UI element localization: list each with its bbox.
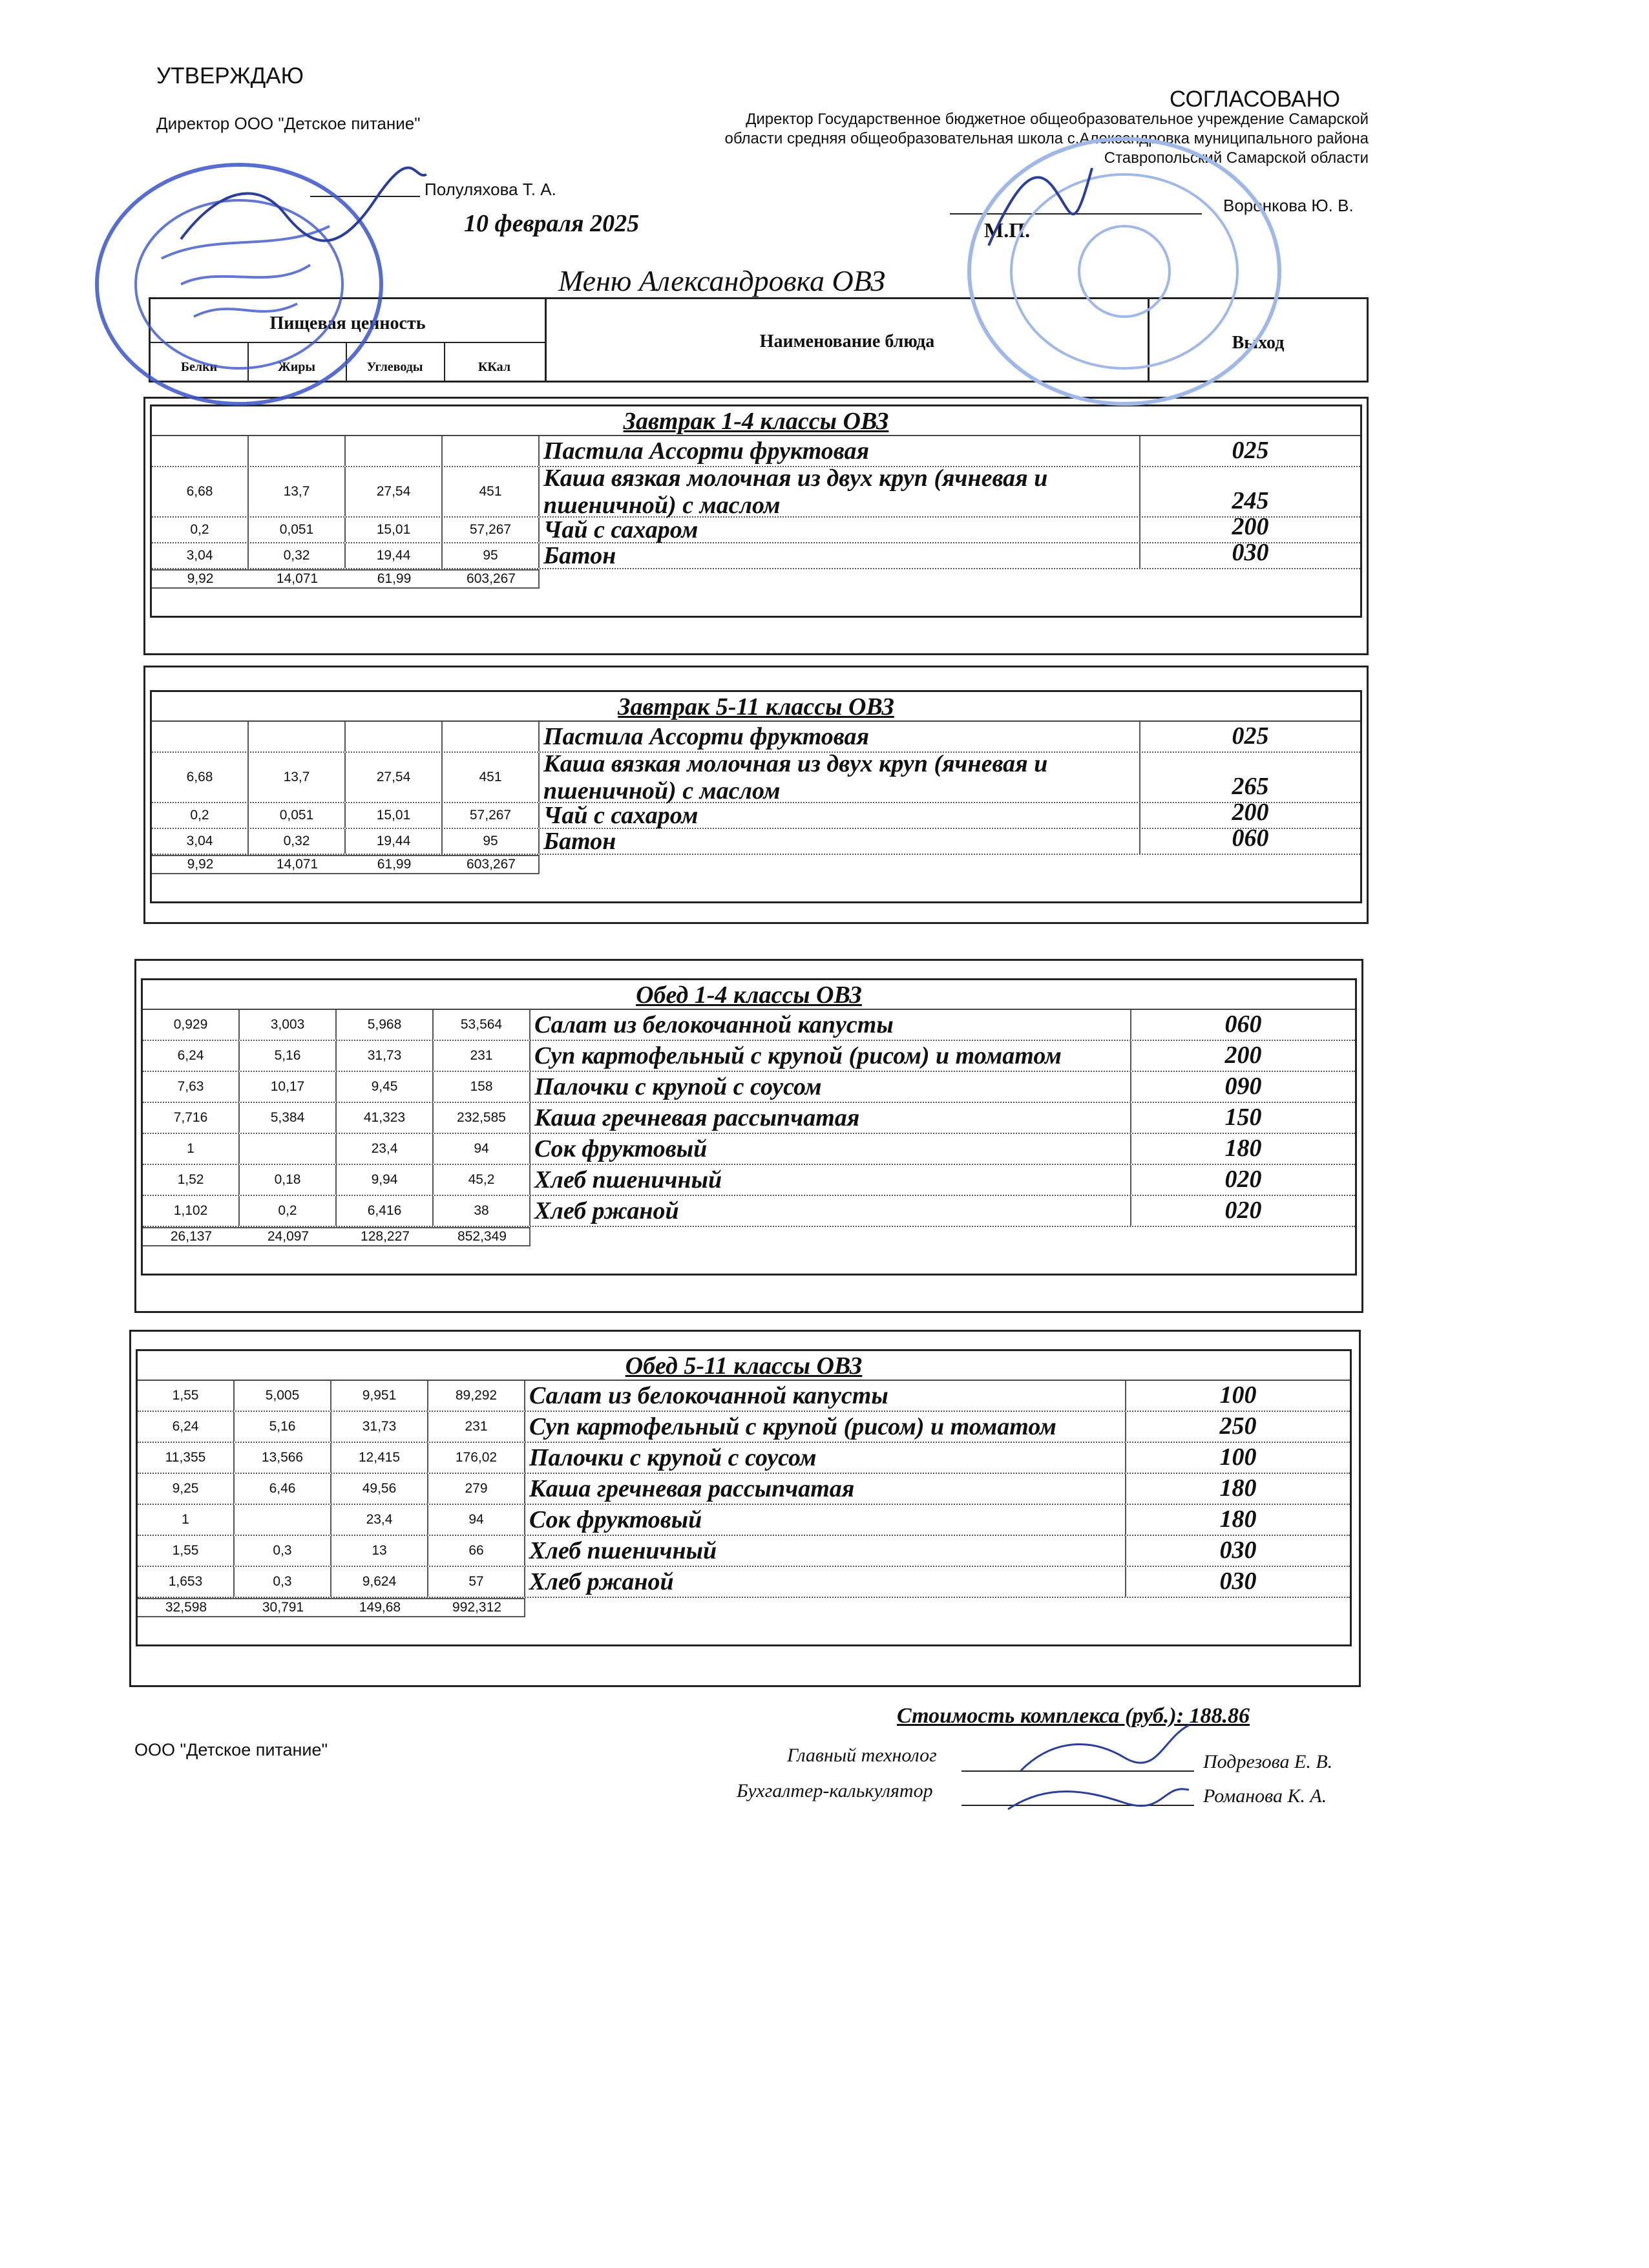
proteins-cell: 1	[138, 1505, 235, 1535]
dish-output: 200	[1224, 1042, 1262, 1069]
dish-output: 245	[1232, 487, 1269, 514]
fats-cell: 0,32	[249, 829, 346, 854]
agree-name: Воронкова Ю. В.	[1223, 196, 1354, 215]
proteins-cell: 7,716	[143, 1103, 240, 1133]
kcal-cell: 231	[434, 1041, 530, 1071]
total-kcal: 992,312	[452, 1600, 501, 1615]
dish-name: Салат из белокочанной капусты	[530, 1010, 1131, 1040]
fats-cell: 13,7	[249, 467, 346, 516]
proteins-cell: 6,68	[152, 753, 249, 802]
total-carbs: 61,99	[377, 857, 412, 872]
nutrition-header: Пищевая ценность	[151, 299, 545, 343]
section-title: Завтрак 1-4 классы ОВЗ	[152, 406, 1360, 436]
total-kcal: 603,267	[467, 571, 516, 586]
dish-output: 200	[1232, 799, 1269, 826]
fats-cell: 13,7	[249, 753, 346, 802]
menu-row	[143, 1072, 1355, 1103]
dish-output: 090	[1224, 1073, 1262, 1100]
menu-row	[143, 1165, 1355, 1196]
dish-output: 265	[1232, 773, 1269, 800]
dish-output: 200	[1232, 513, 1269, 540]
fats-cell	[240, 1134, 337, 1164]
totals-row	[152, 855, 540, 874]
proteins-cell: 1,55	[138, 1536, 235, 1566]
fats-cell: 5,005	[235, 1381, 331, 1411]
total-proteins: 9,92	[187, 571, 214, 586]
total-fats: 24,097	[267, 1229, 310, 1244]
proteins-cell: 0,929	[143, 1010, 240, 1040]
fats-cell: 13,566	[235, 1443, 331, 1473]
proteins-cell: 9,25	[138, 1474, 235, 1504]
kcal-cell: 158	[434, 1072, 530, 1102]
carbs-cell	[346, 722, 443, 751]
dish-output: 020	[1224, 1166, 1262, 1193]
dish-name: Хлеб ржаной	[530, 1196, 1131, 1226]
carbs-cell: 23,4	[331, 1505, 428, 1535]
proteins-cell: 6,24	[138, 1412, 235, 1442]
total-carbs: 149,68	[359, 1600, 401, 1615]
approve-role: Директор ООО "Детское питание"	[156, 114, 421, 133]
kcal-header: ККал	[478, 360, 511, 374]
stamp-place-label: М.П.	[984, 218, 1031, 242]
fats-cell	[249, 722, 346, 751]
kcal-cell: 94	[428, 1505, 525, 1535]
carbs-header: Углеводы	[346, 343, 445, 381]
dish-name: Каша гречневая рассыпчатая	[525, 1474, 1126, 1504]
kcal-cell: 176,02	[428, 1443, 525, 1473]
dish-name: Пастила Ассорти фруктовая	[540, 722, 1140, 751]
proteins-cell: 7,63	[143, 1072, 240, 1102]
kcal-cell: 45,2	[434, 1165, 530, 1195]
dish-name: Чай с сахаром	[540, 518, 1140, 542]
total-fats: 14,071	[276, 857, 319, 872]
fats-cell: 5,384	[240, 1103, 337, 1133]
kcal-cell: 95	[443, 829, 540, 854]
proteins-header: Белки	[151, 343, 249, 381]
dish-output: 180	[1219, 1475, 1257, 1502]
kcal-cell: 89,292	[428, 1381, 525, 1411]
menu-row	[143, 1134, 1355, 1165]
document-title: Меню Александровка ОВЗ	[558, 264, 885, 297]
agree-role-line-1: Директор Государственное бюджетное общеобразовательное учреждение Самарской	[746, 110, 1369, 128]
proteins-cell: 1,55	[138, 1381, 235, 1411]
kcal-cell: 66	[428, 1536, 525, 1566]
carbs-cell: 9,94	[337, 1165, 434, 1195]
document-date: 10 февраля 2025	[464, 210, 640, 237]
footer-organization: ООО "Детское питание"	[134, 1740, 328, 1759]
chief-technologist-name: Подрезова Е. В.	[1203, 1751, 1333, 1772]
dish-output: 150	[1224, 1104, 1262, 1131]
proteins-cell: 0,2	[152, 518, 249, 542]
carbs-cell	[346, 436, 443, 466]
dish-name: Чай с сахаром	[540, 803, 1140, 828]
dish-name: Сок фруктовый	[530, 1134, 1131, 1164]
menu-row	[143, 1010, 1355, 1041]
fats-header: Жиры	[247, 343, 347, 381]
accountant-name: Романова К. А.	[1203, 1785, 1327, 1807]
fats-cell: 10,17	[240, 1072, 337, 1102]
approve-title: УТВЕРЖДАЮ	[156, 63, 304, 89]
proteins-cell: 3,04	[152, 543, 249, 568]
menu-row	[143, 1041, 1355, 1072]
section-title: Обед 5-11 классы ОВЗ	[138, 1351, 1350, 1381]
carbs-cell: 5,968	[337, 1010, 434, 1040]
proteins-cell	[152, 722, 249, 751]
kcal-cell: 232,585	[434, 1103, 530, 1133]
proteins-cell: 6,68	[152, 467, 249, 516]
kcal-cell: 451	[443, 467, 540, 516]
menu-row	[138, 1381, 1350, 1412]
kcal-cell: 57,267	[443, 803, 540, 828]
carbs-cell: 31,73	[331, 1412, 428, 1442]
agree-signature	[976, 149, 1105, 258]
dish-name-header: Наименование блюда	[547, 299, 1150, 381]
kcal-cell: 279	[428, 1474, 525, 1504]
total-kcal: 852,349	[457, 1229, 507, 1244]
menu-row	[138, 1567, 1350, 1598]
proteins-cell: 3,04	[152, 829, 249, 854]
dish-output: 030	[1219, 1537, 1257, 1564]
dish-output: 250	[1219, 1412, 1257, 1440]
carbs-cell: 19,44	[346, 829, 443, 854]
menu-row	[143, 1103, 1355, 1134]
menu-row	[152, 722, 1360, 753]
carbs-cell: 12,415	[331, 1443, 428, 1473]
carbs-cell: 9,951	[331, 1381, 428, 1411]
totals-row	[152, 569, 540, 589]
menu-row	[152, 824, 1360, 855]
kcal-cell: 57	[428, 1567, 525, 1597]
proteins-cell: 11,355	[138, 1443, 235, 1473]
proteins-cell: 1,102	[143, 1196, 240, 1226]
fats-cell	[235, 1505, 331, 1535]
menu-row	[152, 799, 1360, 829]
output-header: Выход	[1232, 333, 1285, 353]
carbs-cell: 27,54	[346, 753, 443, 802]
agree-role-line-2: области средняя общеобразовательная школа с.Александровка муниципального района	[724, 130, 1369, 147]
carbs-cell: 23,4	[337, 1134, 434, 1164]
menu-row	[138, 1412, 1350, 1443]
kcal-cell	[443, 436, 540, 466]
dish-name: Каша вязкая молочная из двух круп (ячневая и пшеничной) с маслом	[540, 467, 1140, 516]
dish-output: 030	[1219, 1568, 1257, 1595]
total-kcal: 603,267	[467, 857, 516, 872]
menu-row	[152, 750, 1360, 804]
proteins-cell: 1	[143, 1134, 240, 1164]
menu-row	[152, 513, 1360, 543]
dish-name: Хлеб ржаной	[525, 1567, 1126, 1597]
fats-cell: 0,3	[235, 1536, 331, 1566]
kcal-cell: 231	[428, 1412, 525, 1442]
carbs-cell: 49,56	[331, 1474, 428, 1504]
total-proteins: 26,137	[170, 1229, 213, 1244]
section-table	[141, 978, 1357, 1276]
dish-output: 100	[1219, 1444, 1257, 1471]
totals-row	[143, 1227, 530, 1246]
dish-name: Палочки с крупой с соусом	[525, 1443, 1126, 1473]
fats-cell: 6,46	[235, 1474, 331, 1504]
total-carbs: 61,99	[377, 571, 412, 586]
dish-name: Сок фруктовый	[525, 1505, 1126, 1535]
dish-output: 060	[1224, 1011, 1262, 1038]
proteins-cell	[152, 436, 249, 466]
dish-name: Батон	[540, 543, 1140, 568]
fats-cell: 0,051	[249, 803, 346, 828]
section-table	[150, 404, 1362, 618]
total-carbs: 128,227	[361, 1229, 410, 1244]
dish-name: Хлеб пшеничный	[530, 1165, 1131, 1195]
carbs-cell: 41,323	[337, 1103, 434, 1133]
carbs-cell: 27,54	[346, 467, 443, 516]
kcal-cell: 57,267	[443, 518, 540, 542]
chief-technologist-role: Главный технолог	[787, 1745, 937, 1766]
complex-cost: Стоимость комплекса (руб.): 188.86	[897, 1704, 1250, 1728]
totals-row	[138, 1598, 525, 1617]
proteins-cell: 1,52	[143, 1165, 240, 1195]
dish-name: Пастила Ассорти фруктовая	[540, 436, 1140, 466]
carbs-cell: 9,624	[331, 1567, 428, 1597]
dish-name: Салат из белокочанной капусты	[525, 1381, 1126, 1411]
fats-cell: 0,18	[240, 1165, 337, 1195]
menu-row	[138, 1536, 1350, 1567]
total-fats: 14,071	[276, 571, 319, 586]
kcal-cell: 451	[443, 753, 540, 802]
dish-name: Каша вязкая молочная из двух круп (ячневая и пшеничной) с маслом	[540, 753, 1140, 802]
approve-name: Полуляхова Т. А.	[425, 180, 556, 199]
carbs-cell: 15,01	[346, 803, 443, 828]
fats-cell: 5,16	[235, 1412, 331, 1442]
kcal-cell: 38	[434, 1196, 530, 1226]
fats-cell: 5,16	[240, 1041, 337, 1071]
kcal-cell	[443, 722, 540, 751]
dish-output: 060	[1232, 824, 1269, 852]
kcal-cell: 53,564	[434, 1010, 530, 1040]
dish-output: 100	[1219, 1381, 1257, 1409]
carbs-cell: 9,45	[337, 1072, 434, 1102]
dish-name: Палочки с крупой с соусом	[530, 1072, 1131, 1102]
footer-signatures	[995, 1712, 1202, 1829]
dish-name: Батон	[540, 829, 1140, 854]
accountant-role: Бухгалтер-калькулятор	[737, 1780, 933, 1801]
carbs-cell: 6,416	[337, 1196, 434, 1226]
proteins-cell: 1,653	[138, 1567, 235, 1597]
menu-row	[152, 539, 1360, 569]
fats-cell: 0,3	[235, 1567, 331, 1597]
dish-output: 025	[1232, 437, 1269, 464]
section-title: Завтрак 5-11 классы ОВЗ	[152, 692, 1360, 722]
total-fats: 30,791	[262, 1600, 304, 1615]
dish-output: 180	[1219, 1506, 1257, 1533]
fats-cell: 0,2	[240, 1196, 337, 1226]
kcal-cell: 95	[443, 543, 540, 568]
dish-name: Суп картофельный с крупой (рисом) и томатом	[530, 1041, 1131, 1071]
menu-row	[143, 1196, 1355, 1227]
fats-cell	[249, 436, 346, 466]
dish-name: Хлеб пшеничный	[525, 1536, 1126, 1566]
carbs-cell: 31,73	[337, 1041, 434, 1071]
dish-output: 025	[1232, 722, 1269, 750]
dish-output: 030	[1232, 539, 1269, 566]
proteins-cell: 6,24	[143, 1041, 240, 1071]
carbs-cell: 19,44	[346, 543, 443, 568]
agree-role-line-3: Ставропольский Самарской области	[1104, 149, 1369, 167]
proteins-cell: 0,2	[152, 803, 249, 828]
menu-row	[152, 467, 1360, 518]
carbs-cell: 15,01	[346, 518, 443, 542]
dish-name: Каша гречневая рассыпчатая	[530, 1103, 1131, 1133]
fats-cell: 0,051	[249, 518, 346, 542]
menu-row	[152, 436, 1360, 467]
fats-cell: 0,32	[249, 543, 346, 568]
dish-output: 180	[1224, 1135, 1262, 1162]
menu-row	[138, 1474, 1350, 1505]
fats-cell: 3,003	[240, 1010, 337, 1040]
section-table	[136, 1349, 1352, 1646]
section-title: Обед 1-4 классы ОВЗ	[143, 980, 1355, 1010]
total-proteins: 9,92	[187, 857, 214, 872]
dish-name: Суп картофельный с крупой (рисом) и томатом	[525, 1412, 1126, 1442]
menu-row	[138, 1443, 1350, 1474]
section-table	[150, 690, 1362, 903]
dish-output: 020	[1224, 1197, 1262, 1224]
agree-title: СОГЛАСОВАНО	[1170, 87, 1341, 112]
menu-row	[138, 1505, 1350, 1536]
approve-signature	[168, 162, 439, 278]
total-proteins: 32,598	[165, 1600, 207, 1615]
kcal-cell: 94	[434, 1134, 530, 1164]
carbs-cell: 13	[331, 1536, 428, 1566]
